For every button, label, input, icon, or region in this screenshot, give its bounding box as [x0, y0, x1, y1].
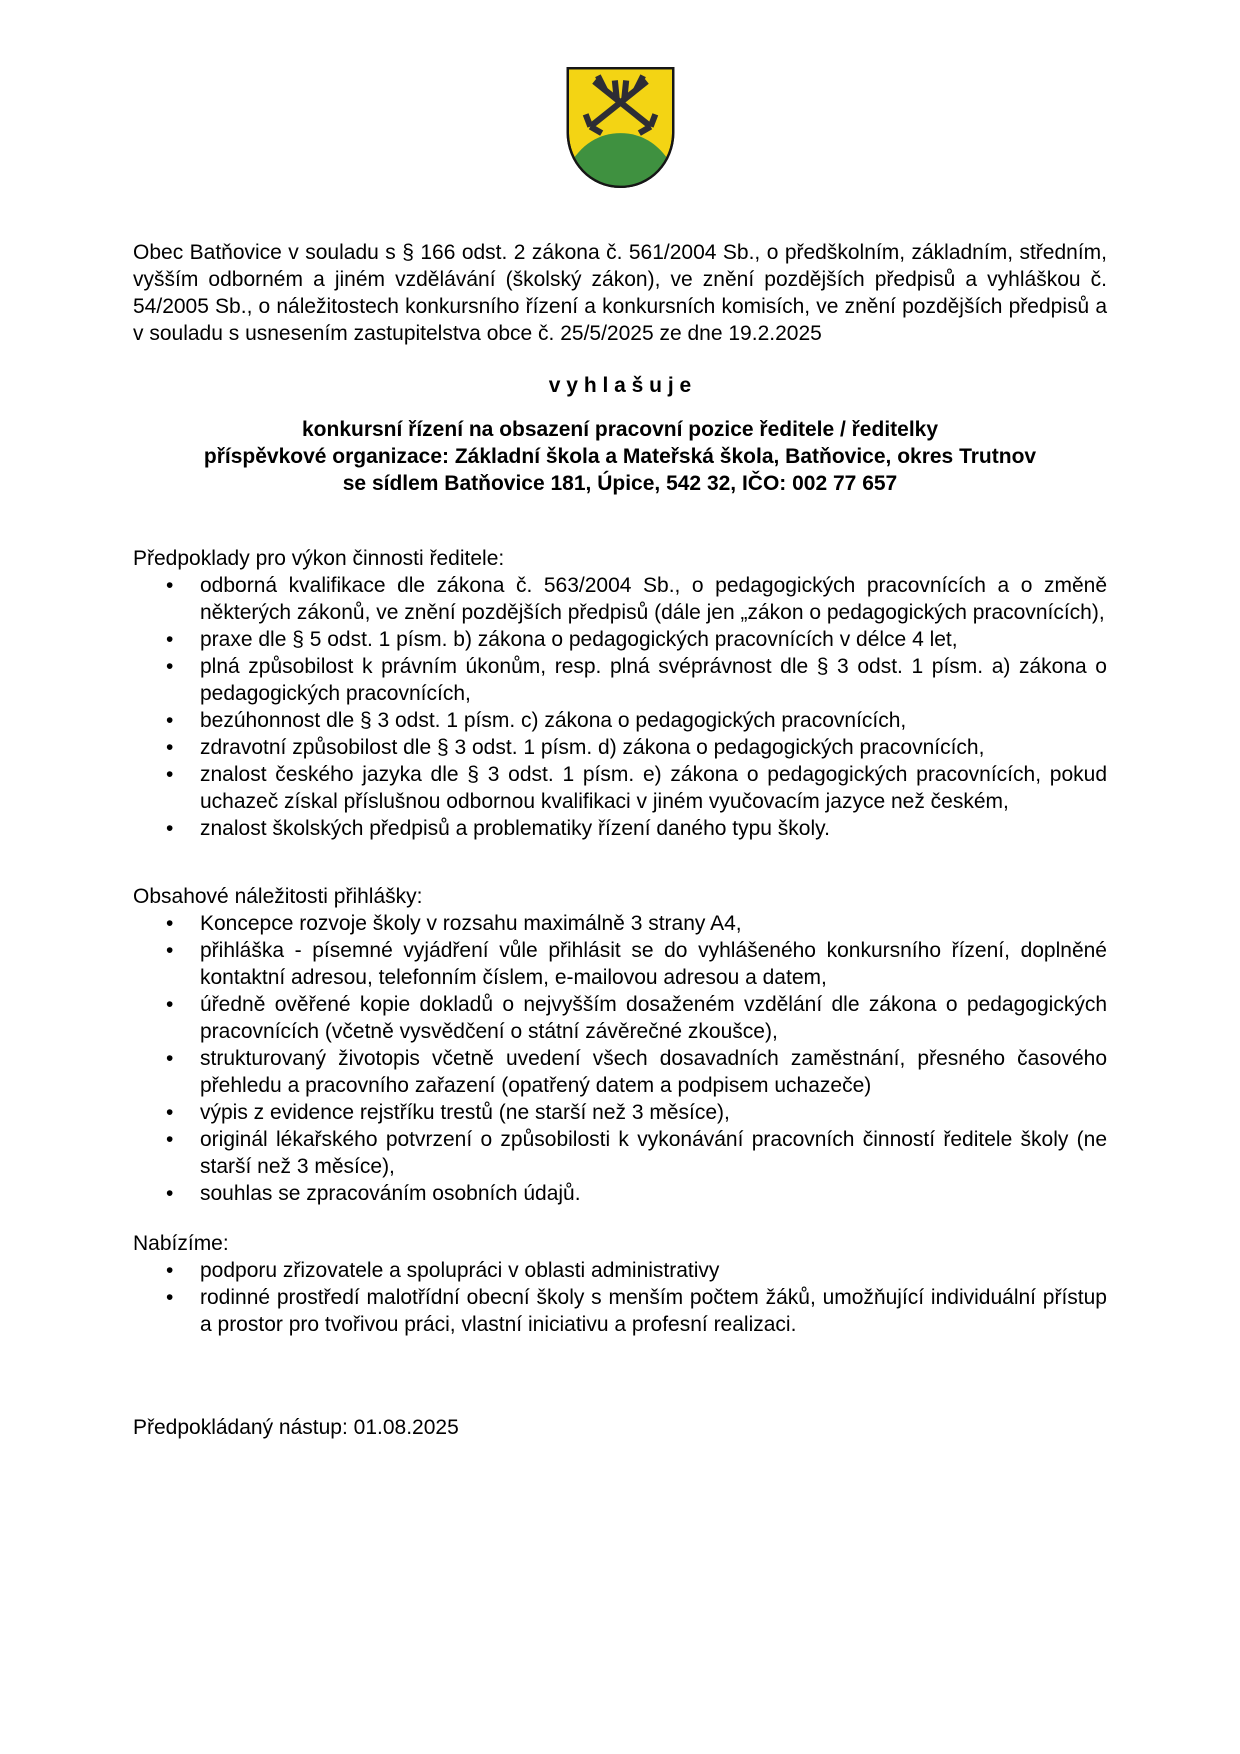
document-title-line-1: konkursní řízení na obsazení pracovní pozice ředitele / ředitelky [301, 418, 939, 441]
document-title-line-2: příspěvkové organizace: Základní škola a Mateřská škola, Batňovice, okres Trutnov [203, 445, 1037, 468]
coat-of-arms [133, 0, 1107, 192]
list-item: • výpis z evidence rejstříku trestů (ne starší než 3 měsíce), [133, 1099, 1107, 1126]
list-item: • Koncepce rozvoje školy v rozsahu maximálně 3 strany A4, [133, 910, 1107, 937]
intro-paragraph: Obec Batňovice v souladu s § 166 odst. 2 zákona č. 561/2004 Sb., o předškolním, základním, středním, vyšším odborném a jiném vzdělávání (školský zákon), ve znění pozdějších předpisů a vyhláškou č. 54/2005 Sb., o náležitostech konkursního řízení a konkursních komisích, ve znění pozdějších předpisů a v souladu s usnesením zastupitelstva obce č. 25/5/2025 ze dne 19.2.2025 [133, 241, 1107, 345]
expected-start-date: Předpokládaný nástup: 01.08.2025 [133, 1416, 459, 1439]
section-heading-requirements: Předpoklady pro výkon činnosti ředitele: [133, 547, 505, 570]
we-offer-list [133, 1257, 1107, 1338]
list-item: • plná způsobilost k právním úkonům, resp. plná svéprávnost dle § 3 odst. 1 písm. a) zákona o pedagogických pracovnících, [133, 653, 1107, 707]
list-item: • zdravotní způsobilost dle § 3 odst. 1 písm. d) zákona o pedagogických pracovnících, [133, 734, 1107, 761]
document-title [133, 416, 1107, 497]
requirements-list [133, 572, 1107, 842]
list-item: • odborná kvalifikace dle zákona č. 563/2004 Sb., o pedagogických pracovnících a o změně některých zákonů, ve znění pozdějších předpisů (dále jen „zákon o pedagogických pracovnících), [133, 572, 1107, 626]
list-item: • originál lékařského potvrzení o způsobilosti k vykonávání pracovních činností ředitele školy (ne starší než 3 měsíce), [133, 1126, 1107, 1180]
list-item: • úředně ověřené kopie dokladů o nejvyšším dosaženém vzdělání dle zákona o pedagogických pracovnících (včetně vysvědčení o státní závěrečné zkoušce), [133, 991, 1107, 1045]
list-item: • znalost českého jazyka dle § 3 odst. 1 písm. e) zákona o pedagogických pracovnících, pokud uchazeč získal příslušnou odbornou kvalifikaci v jiném vyučovacím jazyce než českém, [133, 761, 1107, 815]
list-item: • přihláška - písemné vyjádření vůle přihlásit se do vyhlášeného konkursního řízení, doplněné kontaktní adresou, telefonním číslem, e-mailovou adresou a datem, [133, 937, 1107, 991]
list-item: • podporu zřizovatele a spolupráci v oblasti administrativy [133, 1257, 1107, 1284]
document-title-line-3: se sídlem Batňovice 181, Úpice, 542 32, IČO: 002 77 657 [342, 472, 898, 495]
announce-verb: v y h l a š u j e [548, 374, 692, 397]
list-item: • praxe dle § 5 odst. 1 písm. b) zákona o pedagogických pracovnících v délce 4 let, [133, 626, 1107, 653]
section-heading-application-contents: Obsahové náležitosti přihlášky: [133, 885, 423, 908]
coat-of-arms-icon [564, 64, 677, 191]
list-item: • strukturovaný životopis včetně uvedení všech dosavadních zaměstnání, přesného časového přehledu a pracovního zařazení (opatřený datem a podpisem uchazeče) [133, 1045, 1107, 1099]
list-item: • bezúhonnost dle § 3 odst. 1 písm. c) zákona o pedagogických pracovnících, [133, 707, 1107, 734]
document-page [133, 0, 1107, 1441]
section-heading-we-offer: Nabízíme: [133, 1232, 229, 1255]
list-item: • souhlas se zpracováním osobních údajů. [133, 1180, 1107, 1207]
list-item: • znalost školských předpisů a problematiky řízení daného typu školy. [133, 815, 1107, 842]
application-contents-list [133, 910, 1107, 1207]
list-item: • rodinné prostředí malotřídní obecní školy s menším počtem žáků, umožňující individuální přístup a prostor pro tvořivou práci, vlastní iniciativu a profesní realizaci. [133, 1284, 1107, 1338]
